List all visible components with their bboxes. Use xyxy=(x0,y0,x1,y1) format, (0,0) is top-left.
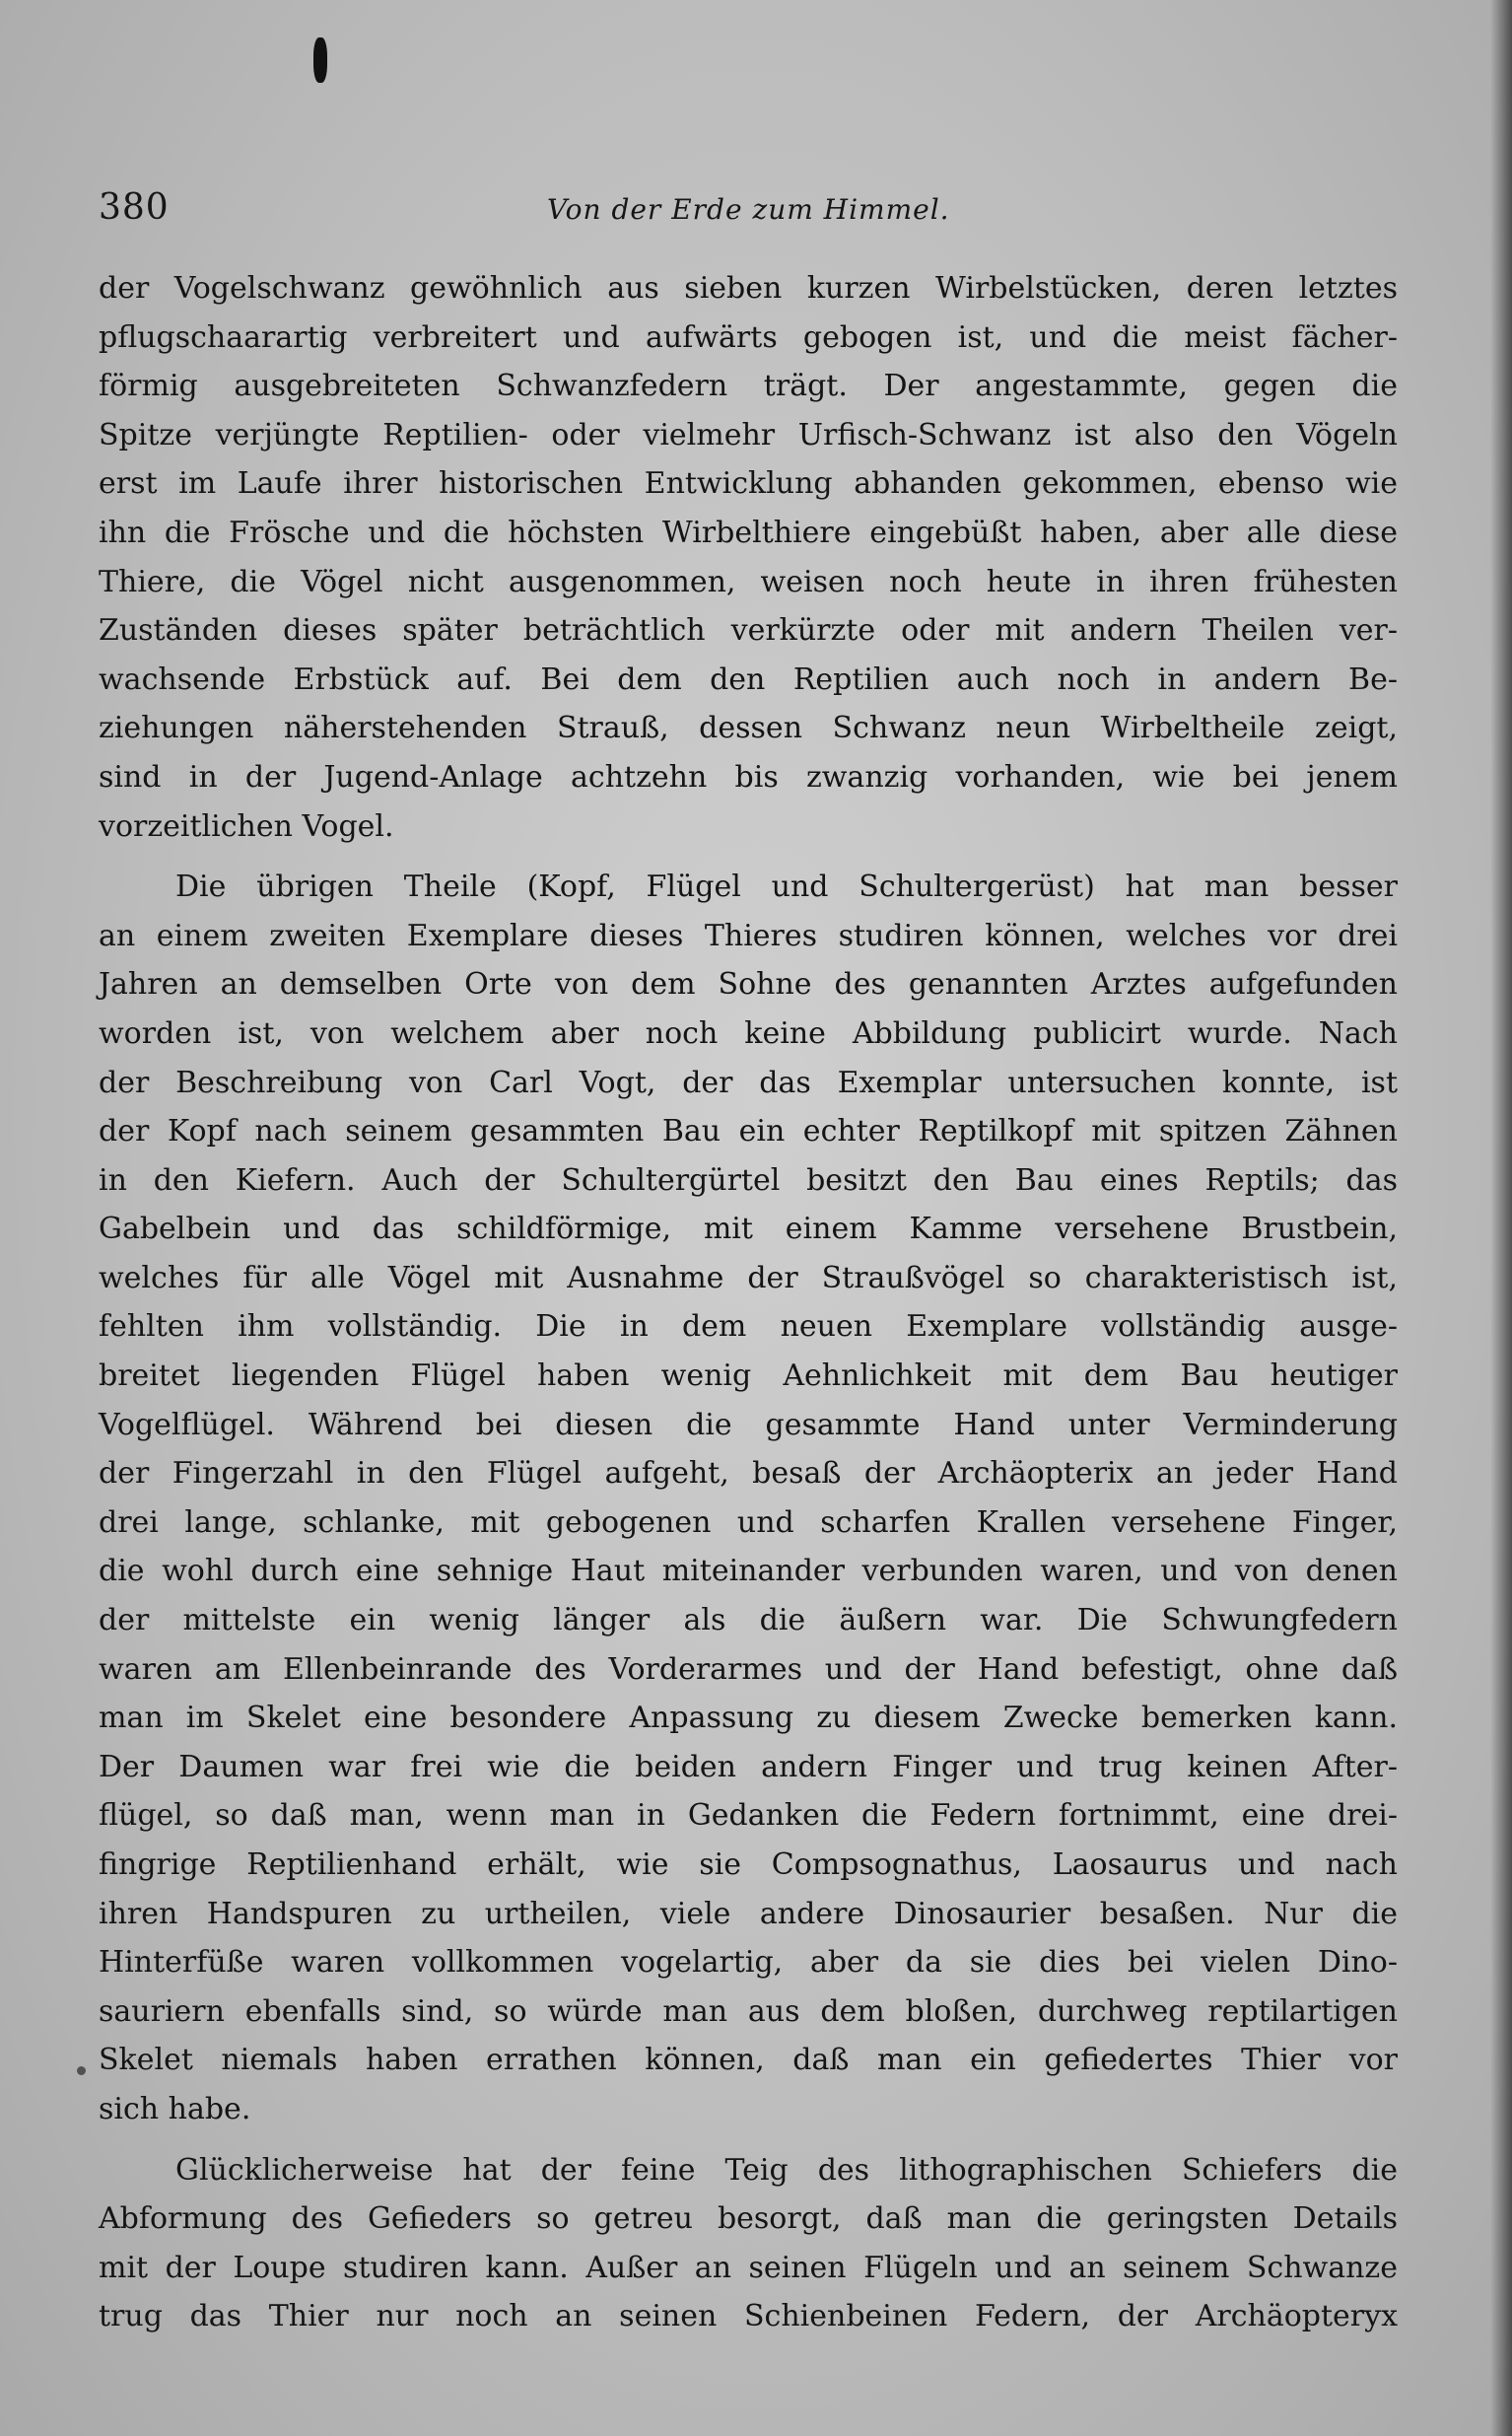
text-line: fingrige Reptilienhand erhält, wie sie Compsognathus, Laosaurus und nach xyxy=(99,1847,1398,1882)
text-line: Abformung des Gefieders so getreu besorgt, daß man die geringsten Details xyxy=(99,2201,1398,2237)
text-line: an einem zweiten Exemplare dieses Thieres studiren können, welches vor drei xyxy=(99,918,1398,953)
text-line: Der Daumen war frei wie die beiden andern Finger und trug keinen After- xyxy=(99,1749,1398,1784)
page-number: 380 xyxy=(99,187,170,228)
text-line: Thiere, die Vögel nicht ausgenommen, weisen noch heute in ihren frühesten xyxy=(99,564,1398,599)
text-line: Zuständen dieses später beträchtlich verkürzte oder mit andern Theilen ver- xyxy=(99,613,1398,649)
paragraph-3 xyxy=(99,2146,1398,2341)
text-line: drei lange, schlanke, mit gebogenen und scharfen Krallen versehene Finger, xyxy=(99,1504,1398,1540)
text-line: die wohl durch eine sehnige Haut miteinander verbunden waren, und von denen xyxy=(99,1554,1398,1589)
text-line: Jahren an demselben Orte von dem Sohne des genannten Arztes aufgefunden xyxy=(99,967,1398,1003)
text-line: der Fingerzahl in den Flügel aufgeht, besaß der Archäopterix an jeder Hand xyxy=(99,1456,1398,1492)
ink-speck xyxy=(313,37,327,83)
text-line: der Kopf nach seinem gesammten Bau ein echter Reptilkopf mit spitzen Zähnen xyxy=(99,1114,1398,1149)
text-line: fehlten ihm vollständig. Die in dem neuen Exemplare vollständig ausge- xyxy=(99,1309,1398,1345)
text-line: Skelet niemals haben errathen können, daß man ein gefiedertes Thier vor xyxy=(99,2043,1398,2078)
ink-speck xyxy=(77,2066,86,2075)
text-line: vorzeitlichen Vogel. xyxy=(99,808,394,844)
text-line: förmig ausgebreiteten Schwanzfedern trägt. Der angestammte, gegen die xyxy=(99,369,1398,404)
text-line: Glücklicherweise hat der feine Teig des lithographischen Schiefers die xyxy=(175,2152,1398,2188)
text-line: sauriern ebenfalls sind, so würde man aus dem bloßen, durchweg reptilartigen xyxy=(99,1993,1398,2029)
running-title: Von der Erde zum Himmel. xyxy=(547,193,950,226)
paragraph-1 xyxy=(99,264,1398,851)
text-line: in den Kiefern. Auch der Schultergürtel besitzt den Bau eines Reptils; das xyxy=(99,1162,1398,1198)
text-line: Gabelbein und das schildförmige, mit einem Kamme versehene Brustbein, xyxy=(99,1212,1398,1247)
text-line: wachsende Erbstück auf. Bei dem den Reptilien auch noch in andern Be- xyxy=(99,661,1398,697)
text-line: man im Skelet eine besondere Anpassung zu diesem Zwecke bemerken kann. xyxy=(99,1701,1398,1736)
text-line: der Beschreibung von Carl Vogt, der das Exemplar untersuchen konnte, ist xyxy=(99,1065,1398,1100)
text-line: ihren Handspuren zu urtheilen, viele andere Dinosaurier besaßen. Nur die xyxy=(99,1896,1398,1931)
text-line: der Vogelschwanz gewöhnlich aus sieben kurzen Wirbelstücken, deren letztes xyxy=(99,271,1398,306)
body-text xyxy=(99,264,1398,2341)
text-line: sind in der Jugend-Anlage achtzehn bis zwanzig vorhanden, wie bei jenem xyxy=(99,759,1398,795)
text-line: Hinterfüße waren vollkommen vogelartig, aber da sie dies bei vielen Dino- xyxy=(99,1945,1398,1981)
text-line: erst im Laufe ihrer historischen Entwicklung abhanden gekommen, ebenso wie xyxy=(99,466,1398,502)
text-line: worden ist, von welchem aber noch keine Abbildung publicirt wurde. Nach xyxy=(99,1015,1398,1051)
text-line: welches für alle Vögel mit Ausnahme der Straußvögel so charakteristisch ist, xyxy=(99,1260,1398,1295)
text-line: der mittelste ein wenig länger als die äußern war. Die Schwungfedern xyxy=(99,1603,1398,1638)
text-line: Die übrigen Theile (Kopf, Flügel und Schultergerüst) hat man besser xyxy=(175,870,1398,905)
text-line: sich habe. xyxy=(99,2091,251,2126)
text-line: breitet liegenden Flügel haben wenig Aehnlichkeit mit dem Bau heutiger xyxy=(99,1358,1398,1394)
text-line: waren am Ellenbeinrande des Vorderarmes und der Hand befestigt, ohne daß xyxy=(99,1651,1398,1687)
text-line: ziehungen näherstehenden Strauß, dessen Schwanz neun Wirbeltheile zeigt, xyxy=(99,711,1398,746)
text-line: pflugschaarartig verbreitert und aufwärts gebogen ist, und die meist fächer- xyxy=(99,319,1398,355)
text-line: Spitze verjüngte Reptilien- oder vielmehr Urfisch-Schwanz ist also den Vögeln xyxy=(99,417,1398,452)
text-line: mit der Loupe studiren kann. Außer an seinen Flügeln und an seinem Schwanze xyxy=(99,2250,1398,2285)
text-line: trug das Thier nur noch an seinen Schienbeinen Federn, der Archäopteryx xyxy=(99,2299,1398,2334)
page-edge-shadow xyxy=(1490,0,1512,2436)
text-line: flügel, so daß man, wenn man in Gedanken die Federn fortnimmt, eine drei- xyxy=(99,1798,1398,1834)
text-line: Vogelflügel. Während bei diesen die gesammte Hand unter Verminderung xyxy=(99,1407,1398,1442)
page-header xyxy=(99,187,1390,237)
paragraph-2 xyxy=(99,863,1398,2133)
text-line: ihn die Frösche und die höchsten Wirbelthiere eingebüßt haben, aber alle diese xyxy=(99,515,1398,550)
